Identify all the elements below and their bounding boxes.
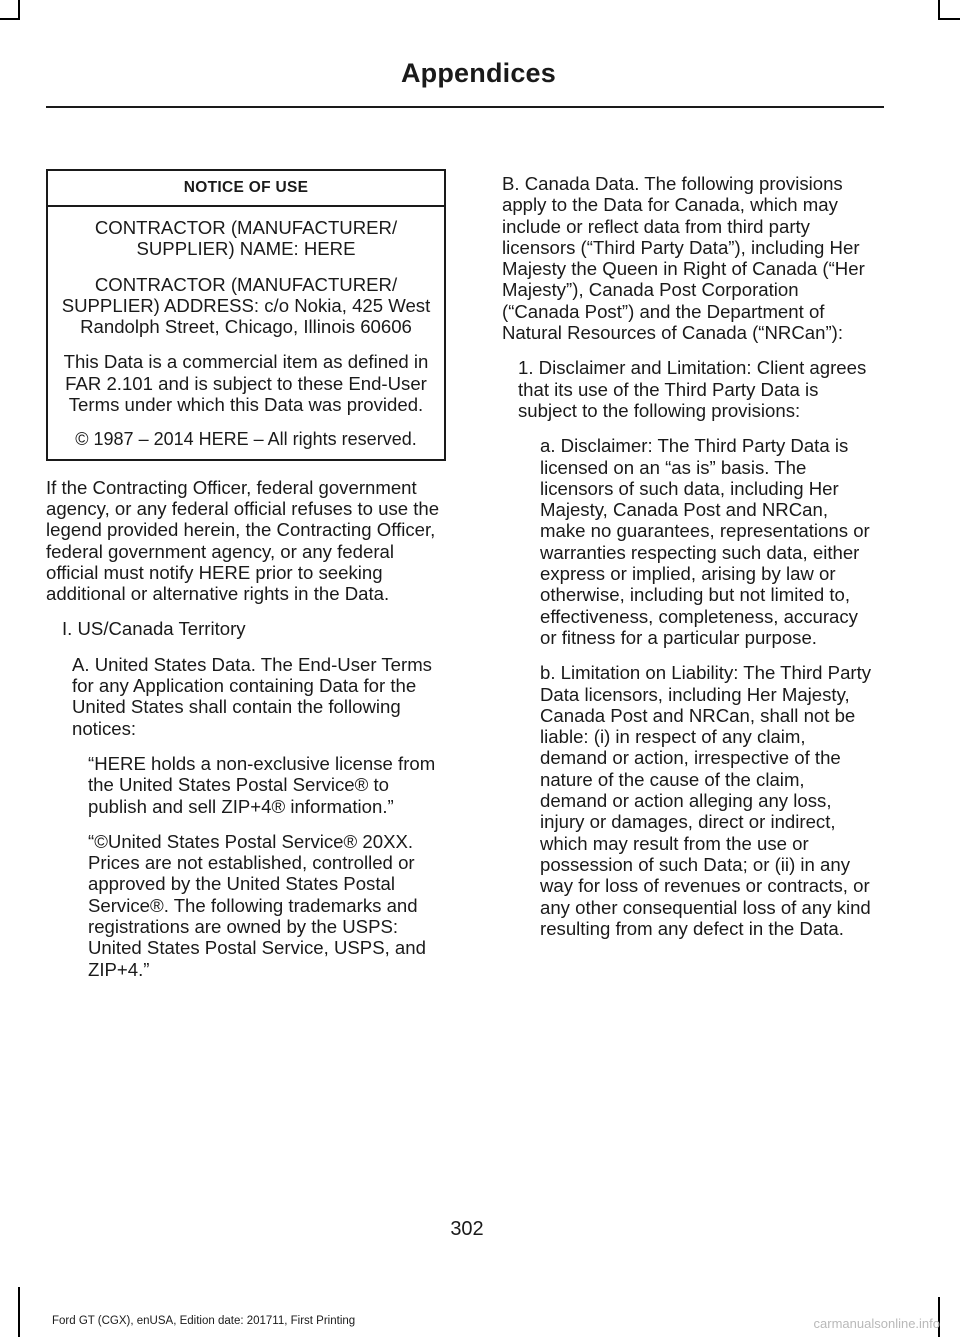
contractor-name: CONTRACTOR (MANUFACTURER/ SUPPLIER) NAME: HERE [94, 217, 398, 260]
us-data-paragraph: A. United States Data. The End-User Terms for any Application containing Data for the United States shall contain the following notices: [72, 653, 432, 739]
crop-mark [18, 0, 20, 20]
left-column [46, 169, 446, 980]
crop-mark [938, 0, 940, 20]
notice-heading: NOTICE OF USE [48, 171, 444, 207]
notice-body [48, 207, 444, 459]
disclaimer-paragraph: a. Disclaimer: The Third Party Data is licensed on an “as is” basis. The licensors of such data, including Her Majesty, Canada Post and NRCan, make no guarantees, representations or warranties respecting such data, either express or implied, arising by law or otherwise, including but not limited to, effectiveness, completeness, accuracy or fitness for a particular purpose. [540, 435, 870, 648]
contracting-officer-paragraph: If the Contracting Officer, federal government agency, or any federal official refuses to use the legend provided herein, the Contracting Officer, federal government agency, or any federal official must notify HERE prior to seeking additional or alternative rights in the Data. [46, 476, 440, 605]
usps-license-notice: “HERE holds a non-exclusive license from the United States Postal Service® to publish and sell ZIP+4® information.” [88, 752, 436, 817]
commercial-item-statement: This Data is a commercial item as defined in FAR 2.101 and is subject to these End-User Terms under which this Data was provided. [63, 351, 429, 416]
usps-trademark-notice: “©United States Postal Service® 20XX. Prices are not established, controlled or approved by the United States Postal Service®. The following trademarks and registrations are owned by the USPS: United States Postal Service, USPS, and ZIP+4.” [88, 830, 426, 980]
notice-of-use-box [46, 169, 446, 461]
canada-data-paragraph: B. Canada Data. The following provisions apply to the Data for Canada, which may include or reflect data from third party licensors (“Third Party Data”), including Her Majesty the Queen in Right of Canada (“Her Majesty”), Canada Post Corporation (“Canada Post”) and the Department of Natural Resources of Canada (“NRCan”): [502, 173, 865, 344]
crop-mark [18, 1287, 20, 1337]
contractor-address: CONTRACTOR (MANUFACTURER/ SUPPLIER) ADDRESS: c/o Nokia, 425 West Randolph Street, Chicago, Illinois 60606 [61, 273, 431, 338]
territory-heading: I. US/Canada Territory [62, 618, 246, 640]
header-divider [46, 106, 884, 108]
crop-mark [0, 18, 20, 20]
copyright-notice: © 1987 – 2014 HERE – All rights reserved. [75, 429, 417, 450]
edition-footer: Ford GT (CGX), enUSA, Edition date: 201711, First Printing [52, 1315, 356, 1327]
limitation-paragraph: b. Limitation on Liability: The Third Party Data licensors, including Her Majesty, Canada Post and NRCan, shall not be liable: (i) in respect of any claim, demand or action, irrespective of the nature of the cause of the claim, demand or action alleging any loss, injury or damages, direct or indirect, which may result from the use or possession of such Data; or (ii) in any way for loss of revenues or contracts, or any other consequential loss of any kind resulting from any defect in the Data. [540, 662, 872, 939]
disclaimer-limitation-paragraph: 1. Disclaimer and Limitation: Client agrees that its use of the Third Party Data is subject to the following provisions: [518, 357, 867, 421]
watermark: carmanualsonline.info [813, 1316, 940, 1331]
right-column [502, 173, 874, 939]
crop-mark [940, 18, 960, 20]
page-number: 302 [450, 1218, 484, 1240]
page-title: Appendices [400, 58, 556, 88]
